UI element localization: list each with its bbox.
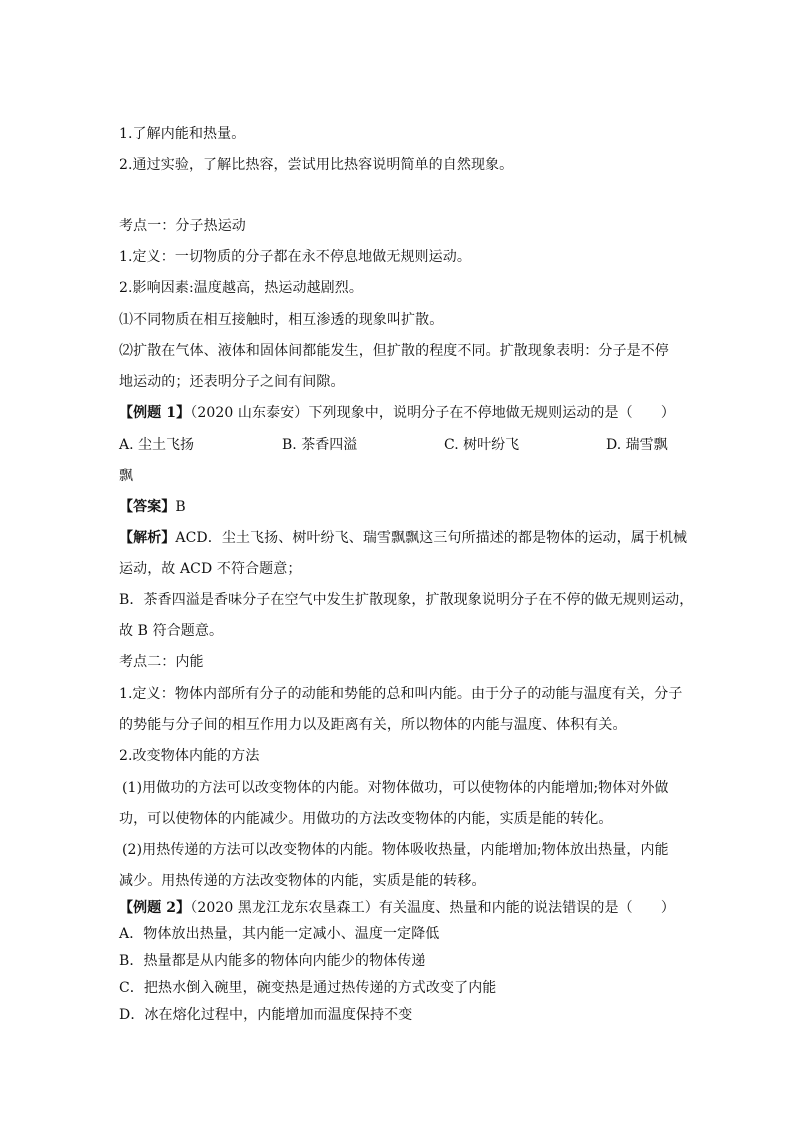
example2-option-c: C．把热水倒入碗里，碗变热是通过热传递的方式改变了内能 (119, 980, 497, 996)
kp2-item-1: 1.定义：物体内部所有分子的动能和势能的总和叫内能。由于分子的动能与温度有关，分子 (119, 686, 683, 702)
example1-analysis-line-4: 故 B 符合题意。 (119, 623, 224, 639)
kp1-item-3: ⑴不同物质在相互接触时，相互渗透的现象叫扩散。 (119, 312, 444, 328)
example2-tag: 【例题 2】 (119, 900, 191, 916)
example1-option-d: D. 瑞雪飘 (606, 437, 668, 453)
kp1-item-2: 2.影响因素:温度越高，热运动越剧烈。 (119, 280, 363, 296)
kp2-title: 考点二：内能 (119, 654, 204, 670)
kp2-item-3: 2.改变物体内能的方法 (119, 748, 260, 764)
example1-question-line (119, 403, 704, 423)
kp2-item-7: 减少。用热传递的方法改变物体的内能，实质是能的转移。 (119, 873, 486, 889)
example2-option-b: B．热量都是从内能多的物体向内能少的物体传递 (119, 953, 426, 969)
example1-answer-line (119, 497, 704, 517)
example1-option-d-wrap: 飘 (119, 468, 134, 484)
example1-question: （2020 山东泰安）下列现象中，说明分子在不停地做无规则运动的是（ ） (190, 405, 675, 421)
example2-option-a: A．物体放出热量，其内能一定减小、温度一定降低 (119, 926, 440, 942)
kp2-item-6: (2)用热传递的方法可以改变物体的内能。物体吸收热量，内能增加;物体放出热量，内能 (122, 842, 669, 858)
example1-option-c: C. 树叶纷飞 (444, 437, 520, 453)
kp1-title: 考点一：分子热运动 (119, 218, 246, 234)
example2-question: （2020 黑龙江龙东农垦森工）有关温度、热量和内能的说法错误的是（ ） (190, 900, 675, 916)
kp2-item-2: 的势能与分子间的相互作用力以及距离有关，所以物体的内能与温度、体积有关。 (119, 717, 627, 733)
example1-analysis-line-3: B．茶香四溢是香味分子在空气中发生扩散现象，扩散现象说明分子在不停的做无规则运动， (119, 592, 694, 608)
goal-1: 1.了解内能和热量。 (119, 126, 246, 142)
example2-question-line (119, 898, 704, 918)
answer-tag: 【答案】 (119, 499, 176, 515)
example1-analysis-line-1 (119, 528, 704, 548)
example1-tag: 【例题 1】 (119, 405, 191, 421)
kp1-item-5: 地运动的；还表明分子之间有间隙。 (119, 374, 345, 390)
analysis-tag: 【解析】 (119, 530, 176, 546)
analysis-text-1: ACD．尘土飞扬、树叶纷飞、瑞雪飘飘这三句所描述的都是物体的运动，属于机械 (175, 530, 688, 546)
example2-option-d: D．冰在熔化过程中，内能增加而温度保持不变 (119, 1007, 413, 1023)
kp2-item-5: 功，可以使物体的内能减少。用做功的方法改变物体的内能，实质是能的转化。 (119, 811, 613, 827)
example1-option-a: A. 尘土飞扬 (119, 437, 195, 453)
goal-2: 2.通过实验，了解比热容，尝试用比热容说明简单的自然现象。 (119, 157, 514, 173)
kp1-item-4: ⑵扩散在气体、液体和固体间都能发生，但扩散的程度不同。扩散现象表明：分子是不停 (119, 343, 669, 359)
answer-value: B (175, 499, 186, 515)
example1-analysis-line-2: 运动，故 ACD 不符合题意； (119, 561, 302, 577)
example1-option-b: B. 茶香四溢 (282, 437, 358, 453)
kp2-item-4: (1)用做功的方法可以改变物体的内能。对物体做功，可以使物体的内能增加;物体对外做 (122, 780, 669, 796)
kp1-item-1: 1.定义：一切物质的分子都在永不停息地做无规则运动。 (119, 249, 471, 265)
